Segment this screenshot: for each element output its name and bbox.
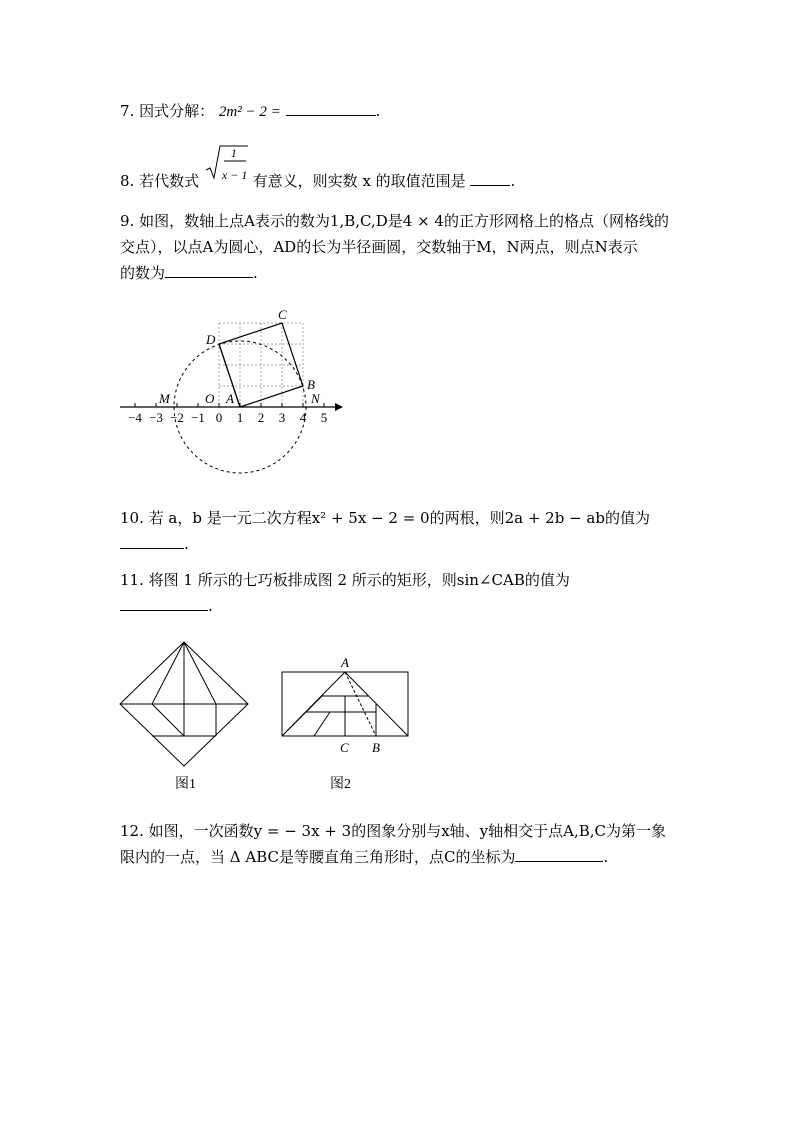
q11-end: . xyxy=(208,597,213,615)
tick-label: −2 xyxy=(170,410,184,425)
q9-line2: 交点），以点A为圆心，AD的长为半径画圆，交数轴于M，N两点，则点N表示 xyxy=(120,238,638,256)
q10-answer-blank xyxy=(120,531,184,549)
point-label-n: N xyxy=(311,391,320,406)
q7-number: 7. xyxy=(120,102,135,120)
tick-label: −3 xyxy=(149,410,163,425)
question-12 xyxy=(120,818,680,870)
q8-pre: 若代数式 xyxy=(139,172,200,190)
question-9 xyxy=(120,208,680,286)
tick-label: 3 xyxy=(278,410,286,425)
q8-radical xyxy=(204,146,248,186)
tick-label: 5 xyxy=(320,410,328,425)
q9-end: . xyxy=(253,264,258,282)
axis-arrow xyxy=(335,403,343,411)
q8-end: . xyxy=(510,172,516,190)
tick-label: 0 xyxy=(215,410,223,425)
question-8 xyxy=(120,146,680,194)
question-7 xyxy=(120,98,680,125)
figure-1-caption: 图1 xyxy=(175,777,196,792)
point-label-o: O xyxy=(205,391,215,406)
tick-label: 2 xyxy=(257,410,265,425)
point-labels xyxy=(158,307,321,406)
point-label-a: A xyxy=(226,391,234,406)
q7-end: . xyxy=(375,102,381,120)
question-10 xyxy=(120,505,680,557)
q9-answer-blank xyxy=(165,260,253,278)
figure-2-caption: 图2 xyxy=(330,777,351,792)
q12-line1: 12. 如图，一次函数y = − 3x + 3的图象分别与x轴、y轴相交于点A,B,C为第一象 xyxy=(120,822,666,840)
q11-line1: 11. 将图 1 所示的七巧板排成图 2 所示的矩形，则sin∠CAB的值为 xyxy=(120,571,570,589)
q7-text: 因式分解： xyxy=(139,102,215,120)
point-label-m: M xyxy=(159,391,170,406)
tick-label: −1 xyxy=(191,410,205,425)
label-b: B xyxy=(372,740,380,755)
q12-answer-blank xyxy=(515,844,603,862)
tick-label: −4 xyxy=(128,410,142,425)
q9-line1: 9. 如图，数轴上点A表示的数为1,B,C,D是4 × 4的正方形网格上的格点（网格线的 xyxy=(120,212,669,230)
q9-line3: 的数为 xyxy=(120,264,166,282)
q7-answer-blank xyxy=(286,98,376,116)
q12-line2: 限内的一点，当 Δ ABC是等腰直角三角形时，点C的坐标为 xyxy=(120,848,516,866)
q10-end: . xyxy=(184,535,189,553)
q12-end: . xyxy=(603,848,609,866)
tick-labels xyxy=(128,410,327,425)
label-a: A xyxy=(341,655,349,670)
q8-post: 有意义，则实数 x 的取值范围是 xyxy=(252,172,466,190)
q8-answer-blank xyxy=(470,168,510,186)
dashed-ab xyxy=(345,672,376,736)
q8-number: 8. xyxy=(120,172,135,190)
point-label-d: D xyxy=(206,332,216,347)
label-c: C xyxy=(340,740,349,755)
point-label-c: C xyxy=(278,307,287,322)
q8-frac-denominator: x − 1 xyxy=(221,168,248,182)
q7-expression: 2m² − 2 = xyxy=(218,104,281,120)
q11-answer-blank xyxy=(120,593,208,611)
q11-figure-2 xyxy=(278,652,418,802)
q9-figure xyxy=(115,305,355,485)
q11-figure-1 xyxy=(118,640,253,800)
q10-line1: 10. 若 a，b 是一元二次方程x² + 5x − 2 = 0的两根，则2a + 2b − ab的值为 xyxy=(120,509,650,527)
tick-label: 4 xyxy=(299,410,307,425)
tick-label: 1 xyxy=(236,410,244,425)
question-11 xyxy=(120,567,680,619)
q8-frac-numerator: 1 xyxy=(230,146,237,160)
point-label-b: B xyxy=(307,377,315,392)
